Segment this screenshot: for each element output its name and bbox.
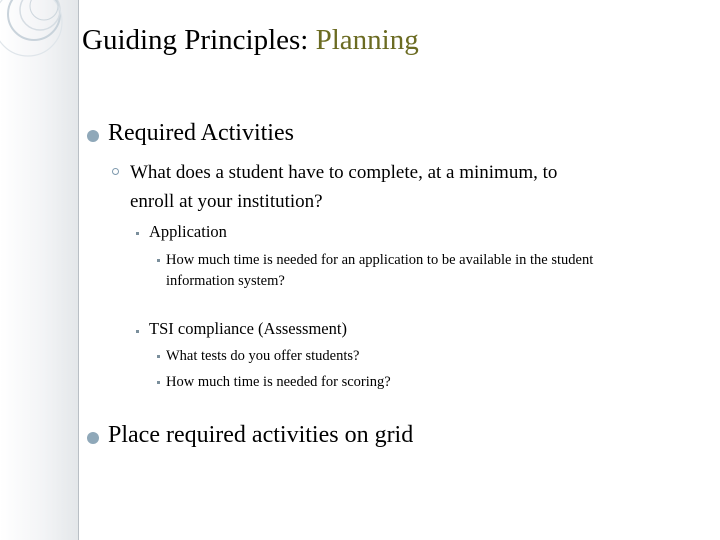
bullet-dot-icon (87, 130, 99, 142)
bullet-tsi-compliance: TSI compliance (Assessment) (149, 319, 347, 338)
bullet-square-icon (157, 259, 160, 262)
bullet-square-icon (157, 381, 160, 384)
bullet-square-icon (136, 330, 139, 333)
title-accent: Planning (315, 24, 419, 56)
title-main: Guiding Principles: (82, 24, 316, 56)
bullet-required-activities: Required Activities (108, 120, 294, 146)
bullet-tests: What tests do you offer students? (166, 348, 360, 364)
bullet-scoring: How much time is needed for scoring? (166, 374, 391, 390)
bullet-application-time-line2: information system? (166, 273, 285, 289)
bullet-square-icon (157, 355, 160, 358)
bullet-application-time-line1: How much time is needed for an application to be available in the student (166, 252, 594, 268)
bullet-place-activities: Place required activities on grid (108, 422, 414, 448)
bullet-square-icon (136, 232, 139, 235)
bullet-application: Application (149, 222, 227, 241)
bullet-question-line2: enroll at your institution? (130, 191, 323, 212)
bullet-ring-icon (112, 168, 119, 175)
bullet-question-line1: What does a student have to complete, at a minimum, to (130, 162, 558, 183)
bullet-dot-icon (87, 432, 99, 444)
